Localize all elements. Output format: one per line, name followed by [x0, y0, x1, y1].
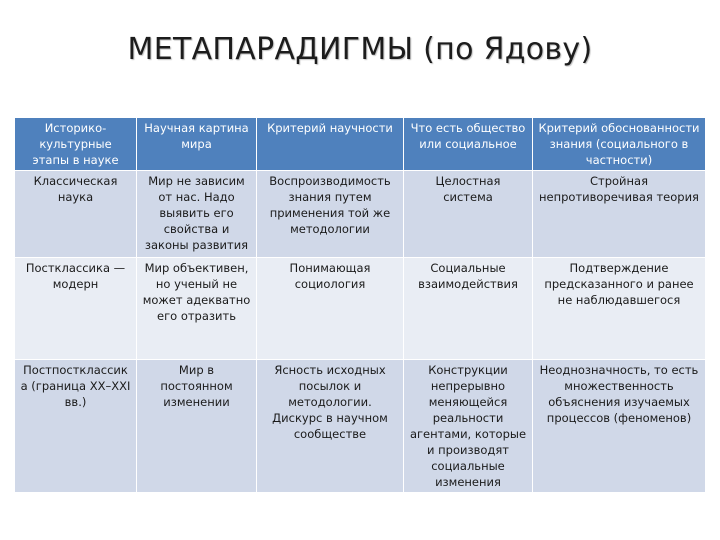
table-cell: Классическая наука [15, 171, 137, 258]
table-row [15, 171, 706, 258]
table-cell: Ясность исходных посылок и методологии. Дискурс в научном сообществе [257, 360, 404, 493]
table-cell: Постпостклассика (граница XX–XXI вв.) [15, 360, 137, 493]
table-cell: Мир не зависим от нас. Надо выявить его свойства и законы развития [137, 171, 257, 258]
table-cell: Мир объективен, но ученый не может адекватно его отразить [137, 258, 257, 360]
header-cell-science-criterion: Критерий научности [257, 118, 404, 171]
table-cell: Подтверждение предсказанного и ранее не наблюдавшегося [533, 258, 706, 360]
table-cell: Целостная система [404, 171, 533, 258]
table-row [15, 360, 706, 493]
table-cell: Воспроизводимость знания путем применения той же методологии [257, 171, 404, 258]
page-title: МЕТАПАРАДИГМЫ (по Ядову) [127, 32, 593, 67]
table-cell: Постклассика — модерн [15, 258, 137, 360]
header-cell-society: Что есть общество или социальное [404, 118, 533, 171]
metaparadigm-table [14, 117, 706, 493]
header-cell-stages: Историко-культурные этапы в науке [15, 118, 137, 171]
table-cell: Понимающая социология [257, 258, 404, 360]
table-cell: Неоднозначность, то есть множественность объяснения изучаемых процессов (феноменов) [533, 360, 706, 493]
table-cell: Мир в постоянном изменении [137, 360, 257, 493]
table-cell: Конструкции непрерывно меняющейся реальности агентами, которые и производят социальные изменения [404, 360, 533, 493]
table-row [15, 258, 706, 360]
header-cell-world-picture: Научная картина мира [137, 118, 257, 171]
metaparadigm-table-container [14, 117, 705, 493]
table-header-row [15, 118, 706, 171]
table-cell: Социальные взаимодействия [404, 258, 533, 360]
header-cell-validity-criterion: Критерий обоснованности знания (социального в частности) [533, 118, 706, 171]
table-cell: Стройная непротиворечивая теория [533, 171, 706, 258]
